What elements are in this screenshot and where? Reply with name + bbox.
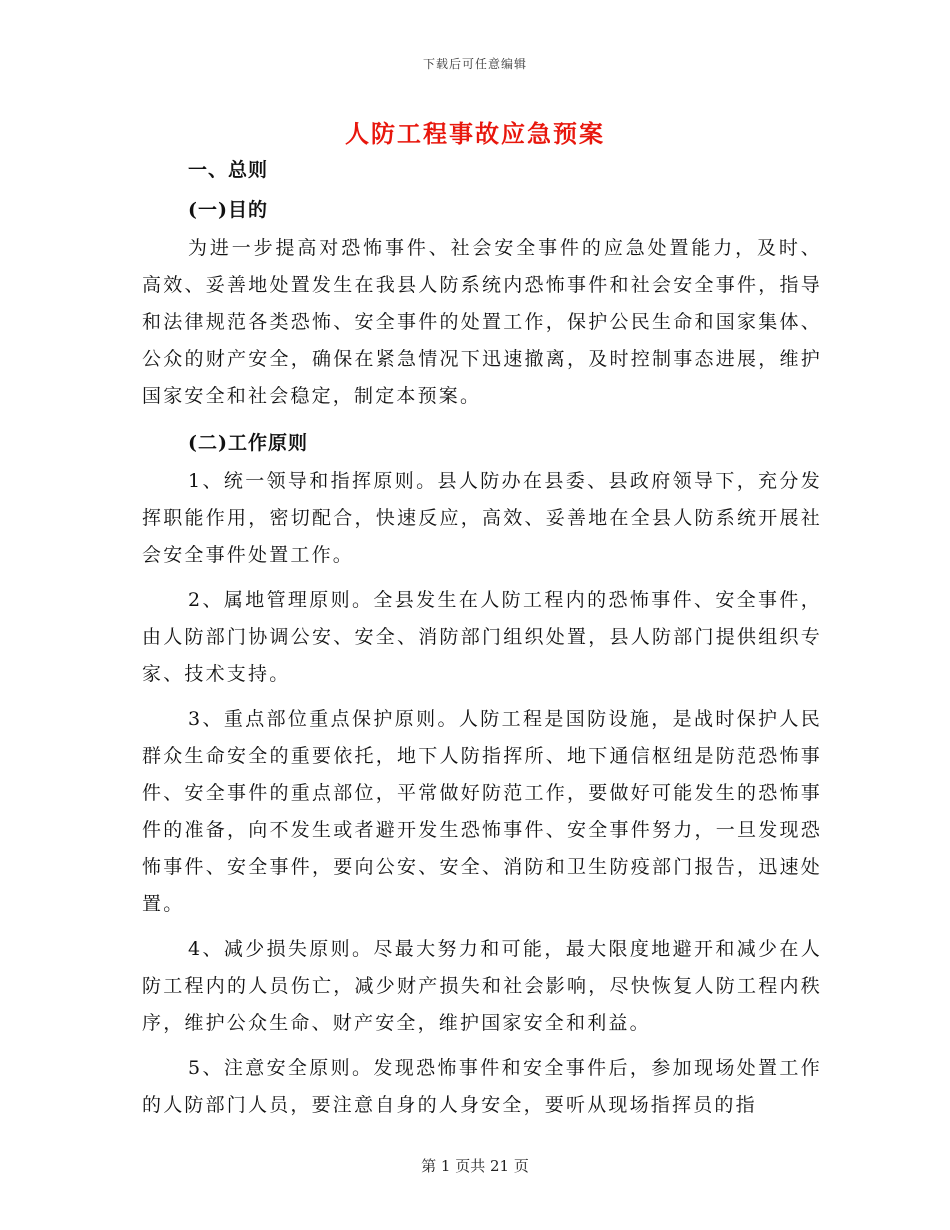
principle-paragraph-1: 1、统一领导和指挥原则。县人防办在县委、县政府领导下，充分发挥职能作用，密切配合，快速反应，高效、妥善地在全县人防系统开展社会安全事件处置工作。 xyxy=(142,470,822,566)
principle-paragraph-5: 5、注意安全原则。发现恐怖事件和安全事件后，参加现场处置工作的人防部门人员，要注意自身的人身安全，要听从现场指挥员的指 xyxy=(142,1057,822,1116)
subsection-heading-principles: (二)工作原则 xyxy=(188,432,308,454)
document-body xyxy=(142,150,822,1132)
principle-paragraph-4: 4、减少损失原则。尽最大努力和可能，最大限度地避开和减少在人防工程内的人员伤亡，减少财产损失和社会影响，尽快恢复人防工程内秩序，维护公众生命、财产安全，维护国家安全和利益。 xyxy=(142,938,822,1034)
subsection-heading-purpose: (一)目的 xyxy=(188,199,268,221)
principle-paragraph-2: 2、属地管理原则。全县发生在人防工程内的恐怖事件、安全事件，由人防部门协调公安、安全、消防部门组织处置，县人防部门提供组织专家、技术支持。 xyxy=(142,589,822,685)
page-header: 下载后可任意编辑 xyxy=(422,57,527,71)
purpose-paragraph: 为进一步提高对恐怖事件、社会安全事件的应急处置能力，及时、高效、妥善地处置发生在我县人防系统内恐怖事件和社会安全事件，指导和法律规范各类恐怖、安全事件的处置工作，保护公民生命和国家集体、公众的财产安全，确保在紧急情况下迅速撤离，及时控制事态进展，维护国家安全和社会稳定，制定本预案。 xyxy=(142,237,822,407)
section-heading-general: 一、总则 xyxy=(188,159,269,181)
document-title: 人防工程事故应急预案 xyxy=(345,119,605,148)
principle-paragraph-3: 3、重点部位重点保护原则。人防工程是国防设施，是战时保护人民群众生命安全的重要依托，地下人防指挥所、地下通信枢纽是防范恐怖事件、安全事件的重点部位，平常做好防范工作，要做好可能发生的恐怖事件的准备，向不发生或者避开发生恐怖事件、安全事件努力，一旦发现恐怖事件、安全事件，要向公安、安全、消防和卫生防疫部门报告，迅速处置。 xyxy=(142,708,822,915)
page-footer: 第 1 页共 21 页 xyxy=(421,1157,529,1175)
